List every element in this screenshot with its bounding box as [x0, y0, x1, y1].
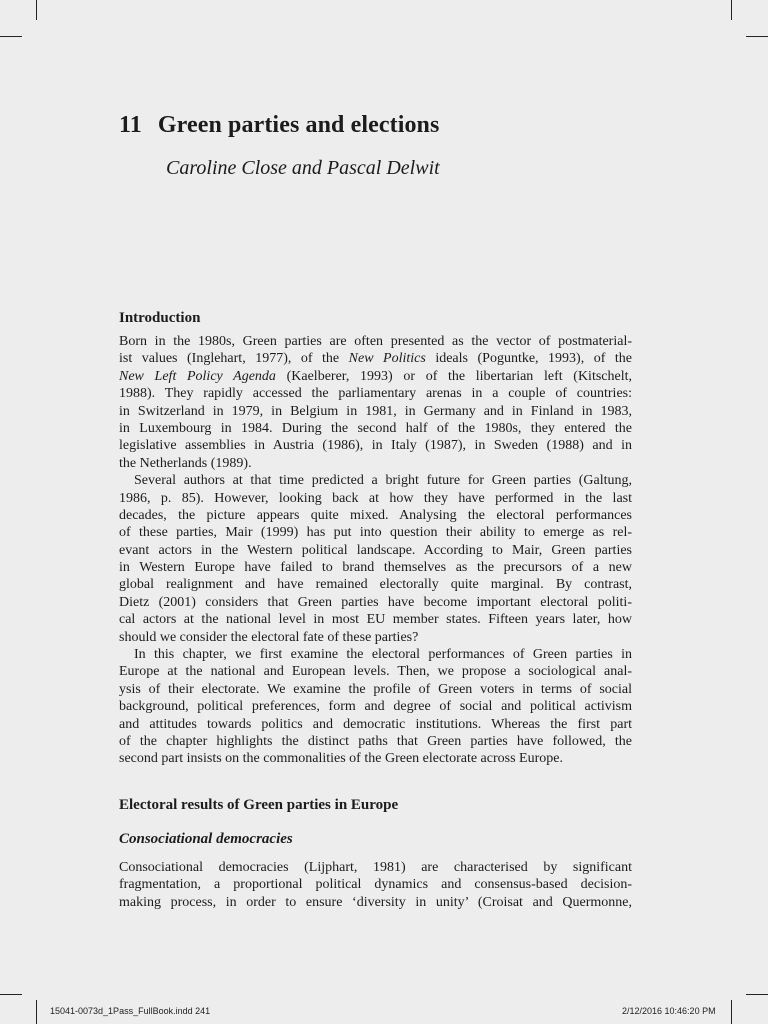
italic-text: New Politics: [348, 351, 426, 367]
chapter-authors: Caroline Close and Pascal Delwit: [166, 157, 440, 179]
line-text: in Luxembourg in 1984. During the second half of the 1980s, they entered the: [119, 420, 632, 436]
text-line: [119, 507, 632, 524]
text-line: [119, 894, 632, 911]
text-line: [119, 385, 632, 402]
line-text: fragmentation, a proportional political dynamics and consensus-based decision-: [119, 877, 632, 893]
crop-mark: [36, 1000, 37, 1024]
line-text: evant actors in the Western political landscape. According to Mair, Green parties: [119, 542, 632, 558]
text-line: [119, 663, 632, 680]
text-line: [119, 716, 632, 733]
paragraph: [119, 333, 632, 472]
line-text: making process, in order to ensure ‘diversity in unity’ (Croisat and Quermonne,: [119, 894, 632, 910]
section-heading-introduction: Introduction: [119, 310, 201, 326]
italic-text: New Left Policy Agenda: [119, 368, 276, 384]
text-line: [119, 542, 632, 559]
chapter-title: [119, 112, 439, 139]
text-line: [119, 698, 632, 715]
line-text: should we consider the electoral fate of these parties?: [119, 629, 419, 645]
line-text: 1986, p. 85). However, looking back at how they have performed in the last: [119, 490, 632, 506]
paragraph: [119, 646, 632, 768]
crop-mark: [36, 0, 37, 20]
line-text: (Kaelberer, 1993) or of the libertarian left (Kitschelt,: [275, 368, 632, 384]
line-text: Dietz (2001) considers that Green parties have become important electoral politi-: [119, 594, 632, 610]
line-text: and attitudes towards politics and democratic institutions. Whereas the first part: [119, 716, 632, 732]
line-text: Europe at the national and European levels. Then, we propose a sociological anal-: [119, 664, 632, 680]
line-text: in Western Europe have failed to brand themselves as the precursors of a new: [119, 560, 632, 576]
text-line: [119, 472, 632, 489]
paragraph: [119, 472, 632, 646]
line-text: ist values (Inglehart, 1977), of the: [119, 351, 349, 367]
text-line: [119, 594, 632, 611]
text-line: [119, 750, 632, 767]
section-heading-electoral-results: Electoral results of Green parties in Europe: [119, 797, 399, 813]
line-text: legislative assemblies in Austria (1986), in Italy (1987), in Sweden (1988) and in: [119, 438, 632, 454]
text-line: [119, 490, 632, 507]
line-text: of these parties, Mair (1999) has put into question their ability to emerge as rel-: [119, 525, 632, 541]
text-line: [119, 455, 632, 472]
chapter-title-text: Green parties and elections: [157, 112, 440, 138]
text-line: [119, 629, 632, 646]
chapter-number: 11: [119, 112, 142, 138]
text-line: [119, 333, 632, 350]
line-text: global realignment and have remained electorally quite marginal. By contrast,: [119, 577, 632, 593]
text-line: [119, 403, 632, 420]
line-text: of the chapter highlights the distinct paths that Green parties have followed, the: [119, 733, 632, 749]
crop-mark: [0, 36, 22, 37]
line-text: Born in the 1980s, Green parties are often presented as the vector of postmaterial-: [119, 334, 632, 349]
text-line: [119, 646, 632, 663]
crop-mark: [0, 994, 22, 995]
text-line: [119, 437, 632, 454]
text-line: [119, 420, 632, 437]
paragraph: [119, 859, 632, 911]
crop-mark: [746, 994, 768, 995]
text-line: [119, 368, 632, 385]
line-text: In this chapter, we first examine the electoral performances of Green parties in: [134, 647, 632, 663]
text-line: [119, 611, 632, 628]
line-text: ysis of their electorate. We examine the profile of Green voters in terms of social: [119, 681, 632, 697]
text-line: [119, 350, 632, 367]
introduction-body: [119, 333, 632, 768]
text-line: [119, 681, 632, 698]
crop-mark: [731, 1000, 732, 1024]
text-line: [119, 733, 632, 750]
text-line: [119, 576, 632, 593]
line-text: the Netherlands (1989).: [119, 455, 252, 471]
line-text: 1988). They rapidly accessed the parliamentary arenas in a couple of countries:: [119, 386, 632, 402]
line-text: cal actors at the national level in most EU member states. Fifteen years later, how: [119, 612, 632, 628]
results-body: [119, 859, 632, 911]
crop-mark: [731, 0, 732, 20]
line-text: ideals (Poguntke, 1993), of the: [425, 351, 632, 367]
line-text: Several authors at that time predicted a bright future for Green parties (Galtung,: [134, 473, 632, 489]
text-line: [119, 859, 632, 876]
text-line: [119, 876, 632, 893]
crop-mark: [746, 36, 768, 37]
line-text: decades, the picture appears quite mixed. Analysing the electoral performances: [119, 507, 632, 523]
footer-file-info: 15041-0073d_1Pass_FullBook.indd 241: [50, 1006, 211, 1016]
text-line: [119, 559, 632, 576]
line-text: Consociational democracies (Lijphart, 1981) are characterised by significant: [119, 860, 632, 875]
subsection-heading-consociational: Consociational democracies: [119, 831, 293, 847]
line-text: background, political preferences, form and degree of social and political activism: [119, 699, 632, 715]
line-text: second part insists on the commonalities of the Green electorate across Europe.: [119, 751, 563, 767]
text-line: [119, 524, 632, 541]
footer-timestamp: 2/12/2016 10:46:20 PM: [622, 1006, 716, 1016]
line-text: in Switzerland in 1979, in Belgium in 1981, in Germany and in Finland in 1983,: [119, 403, 632, 419]
